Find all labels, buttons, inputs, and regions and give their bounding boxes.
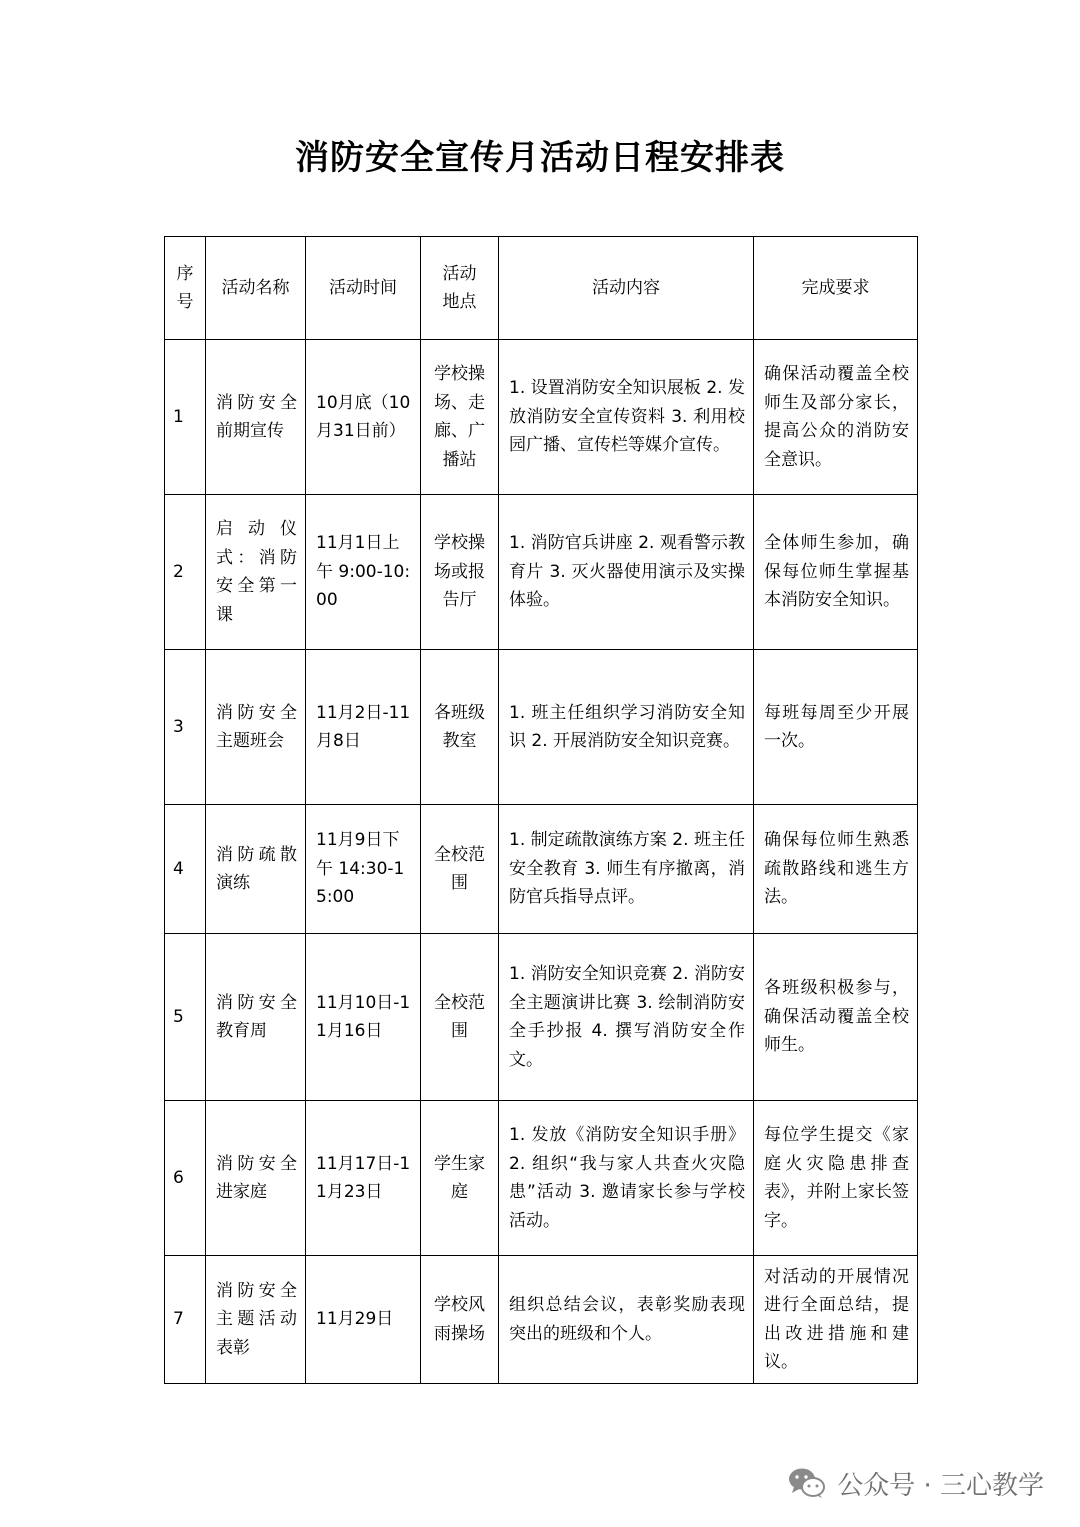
row-index: 2	[165, 495, 206, 650]
row-name: 消防疏散演练	[206, 805, 306, 934]
row-name: 消防安全教育周	[206, 934, 306, 1101]
row-name: 消防安全进家庭	[206, 1101, 306, 1256]
schedule-table	[164, 236, 918, 1384]
row-time: 11月17日-11月23日	[306, 1101, 421, 1256]
table-row	[165, 1256, 918, 1384]
row-content: 1. 设置消防安全知识展板 2. 发放消防安全宣传资料 3. 利用校园广播、宣传栏等媒介宣传。	[499, 340, 754, 495]
wechat-icon	[787, 1466, 827, 1500]
table-row	[165, 805, 918, 934]
header-activity-content: 活动内容	[499, 237, 754, 340]
row-content: 1. 发放《消防安全知识手册》 2. 组织“我与家人共查火灾隐患”活动 3. 邀请家长参与学校活动。	[499, 1101, 754, 1256]
table-row	[165, 934, 918, 1101]
row-name: 启动仪式：消防安全第一课	[206, 495, 306, 650]
row-name: 消防安全主题班会	[206, 650, 306, 805]
row-place: 全校范围	[421, 805, 499, 934]
header-row	[165, 237, 918, 340]
row-index: 6	[165, 1101, 206, 1256]
row-time: 11月9日下午 14:30-15:00	[306, 805, 421, 934]
table-row	[165, 1101, 918, 1256]
row-content: 1. 班主任组织学习消防安全知识 2. 开展消防安全知识竞赛。	[499, 650, 754, 805]
row-content: 1. 消防安全知识竞赛 2. 消防安全主题演讲比赛 3. 绘制消防安全手抄报 4. 撰写消防安全作文。	[499, 934, 754, 1101]
row-name: 消防安全主题活动表彰	[206, 1256, 306, 1384]
row-place: 学校操场或报告厅	[421, 495, 499, 650]
row-content: 1. 消防官兵讲座 2. 观看警示教育片 3. 灭火器使用演示及实操体验。	[499, 495, 754, 650]
row-index: 3	[165, 650, 206, 805]
document-title: 消防安全宣传月活动日程安排表	[295, 138, 785, 178]
table-row	[165, 495, 918, 650]
row-index: 7	[165, 1256, 206, 1384]
row-time: 11月29日	[306, 1256, 421, 1384]
row-place: 全校范围	[421, 934, 499, 1101]
row-time: 11月10日-11月16日	[306, 934, 421, 1101]
row-index: 4	[165, 805, 206, 934]
row-requirement: 每班每周至少开展一次。	[754, 650, 918, 805]
header-index: 序号	[165, 237, 206, 340]
row-content: 1. 制定疏散演练方案 2. 班主任安全教育 3. 师生有序撤离，消防官兵指导点评。	[499, 805, 754, 934]
row-requirement: 确保活动覆盖全校师生及部分家长，提高公众的消防安全意识。	[754, 340, 918, 495]
row-requirement: 确保每位师生熟悉疏散路线和逃生方法。	[754, 805, 918, 934]
row-content: 组织总结会议，表彰奖励表现突出的班级和个人。	[499, 1256, 754, 1384]
table-row	[165, 650, 918, 805]
header-activity-place: 活动地点	[421, 237, 499, 340]
row-time: 11月2日-11月8日	[306, 650, 421, 805]
row-requirement: 各班级积极参与，确保活动覆盖全校师生。	[754, 934, 918, 1101]
watermark-text: 公众号 · 三心教学	[837, 1470, 1044, 1501]
row-time: 11月1日上午 9:00-10:00	[306, 495, 421, 650]
row-name: 消防安全前期宣传	[206, 340, 306, 495]
row-place: 学校操场、走廊、广播站	[421, 340, 499, 495]
header-requirement: 完成要求	[754, 237, 918, 340]
row-place: 学校风雨操场	[421, 1256, 499, 1384]
row-index: 5	[165, 934, 206, 1101]
row-time: 10月底（10月31日前）	[306, 340, 421, 495]
row-place: 各班级教室	[421, 650, 499, 805]
table-row	[165, 340, 918, 495]
row-requirement: 对活动的开展情况进行全面总结，提出改进措施和建议。	[754, 1256, 918, 1384]
header-activity-name: 活动名称	[206, 237, 306, 340]
row-requirement: 全体师生参加，确保每位师生掌握基本消防安全知识。	[754, 495, 918, 650]
row-requirement: 每位学生提交《家庭火灾隐患排查表》，并附上家长签字。	[754, 1101, 918, 1256]
watermark	[787, 1463, 1044, 1503]
row-place: 学生家庭	[421, 1101, 499, 1256]
header-activity-time: 活动时间	[306, 237, 421, 340]
row-index: 1	[165, 340, 206, 495]
